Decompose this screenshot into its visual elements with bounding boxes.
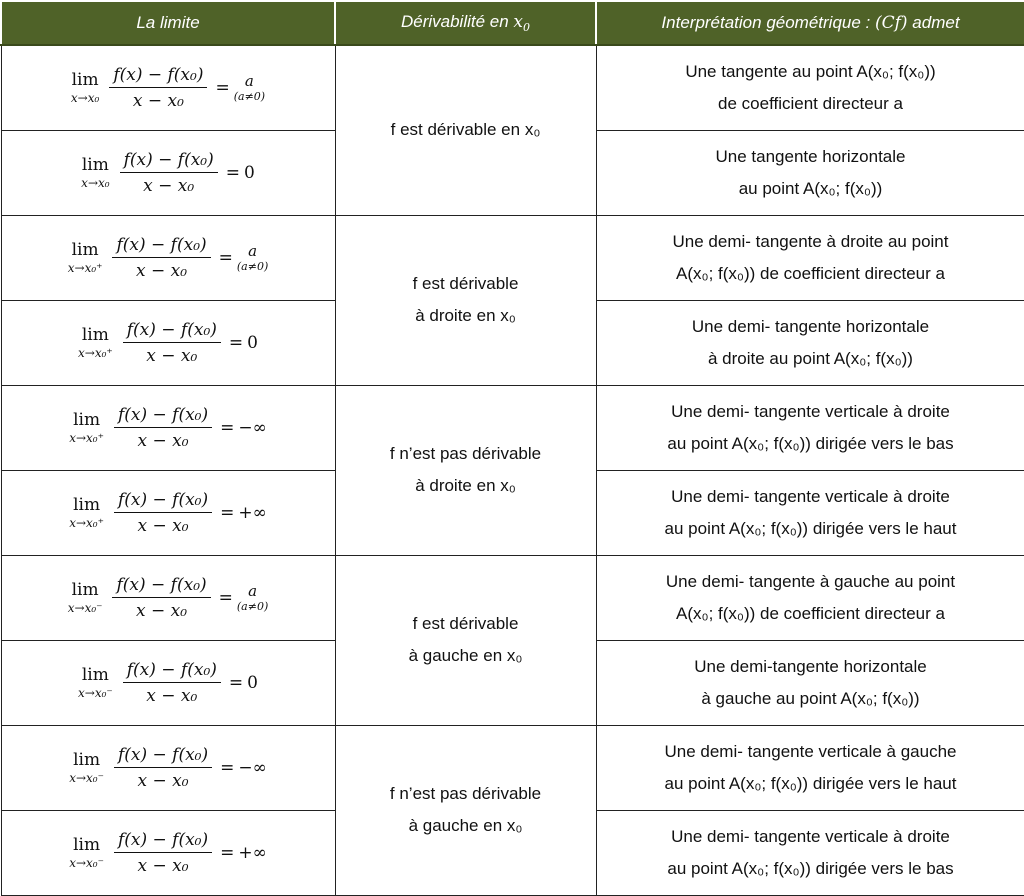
interpretation-line-2: au point A(x₀; f(x₀)) dirigée vers le bas bbox=[597, 853, 1024, 885]
limit-operator: lim x→x₀⁺ bbox=[78, 325, 113, 360]
limit-expression: lim x→x₀⁻ $\frac{\text{f(x) − f(x₀)}}{\text{x − x₀}}$ = −∞ bbox=[69, 745, 267, 791]
interpretation-line-1: Une demi- tangente verticale à droite bbox=[597, 396, 1024, 428]
interpretation-line-2: au point A(x₀; f(x₀)) bbox=[597, 173, 1024, 205]
interpretation-line-1: Une demi- tangente verticale à droite bbox=[597, 821, 1024, 853]
limit-value: a (a≠0) bbox=[234, 72, 265, 103]
interpretation-cell bbox=[596, 215, 1024, 300]
limit-subscript: x→x₀⁻ bbox=[69, 771, 104, 785]
limit-value: −∞ bbox=[238, 758, 266, 778]
difference-quotient bbox=[112, 235, 210, 281]
quotient-numerator: f(x) − f(x₀) bbox=[114, 745, 212, 768]
derivability-cell bbox=[335, 45, 596, 215]
derivability-line-1: f est dérivable bbox=[336, 608, 596, 640]
derivability-line-2: à droite en x₀ bbox=[336, 300, 596, 332]
interpretation-line-2: A(x₀; f(x₀)) de coefficient directeur a bbox=[597, 258, 1024, 290]
quotient-numerator: f(x) − f(x₀) bbox=[109, 65, 207, 88]
difference-quotient bbox=[112, 575, 210, 621]
interpretation-line-1: Une tangente au point A(x₀; f(x₀)) bbox=[597, 56, 1024, 88]
interpretation-cell bbox=[596, 300, 1024, 385]
table-row bbox=[1, 725, 1024, 810]
quotient-denominator: x − x₀ bbox=[138, 513, 189, 536]
limit-subscript: x→x₀⁻ bbox=[78, 686, 113, 700]
limit-cell bbox=[1, 555, 335, 640]
limit-cell bbox=[1, 640, 335, 725]
interpretation-line-1: Une demi- tangente horizontale bbox=[597, 311, 1024, 343]
derivability-line-1: f est dérivable en x₀ bbox=[336, 114, 596, 146]
limit-subscript: x→x₀⁺ bbox=[68, 261, 103, 275]
quotient-denominator: x − x₀ bbox=[138, 768, 189, 791]
limit-expression: lim x→x₀⁻ $\frac{\text{f(x) − f(x₀)}}{\text{x − x₀}}$ = a (a≠0) bbox=[68, 575, 269, 621]
interpretation-cell bbox=[596, 385, 1024, 470]
derivability-line-2: à gauche en x₀ bbox=[336, 810, 596, 842]
difference-quotient bbox=[123, 660, 221, 706]
derivability-line-1: f n’est pas dérivable bbox=[336, 438, 596, 470]
interpretation-line-1: Une tangente horizontale bbox=[597, 141, 1024, 173]
interpretation-cell bbox=[596, 470, 1024, 555]
interpretation-line-2: à droite au point A(x₀; f(x₀)) bbox=[597, 343, 1024, 375]
limit-value: 0 bbox=[247, 673, 258, 693]
quotient-denominator: x − x₀ bbox=[143, 173, 194, 196]
interpretation-line-1: Une demi-tangente horizontale bbox=[597, 651, 1024, 683]
quotient-denominator: x − x₀ bbox=[133, 88, 184, 111]
interpretation-line-2: A(x₀; f(x₀)) de coefficient directeur a bbox=[597, 598, 1024, 630]
quotient-numerator: f(x) − f(x₀) bbox=[123, 660, 221, 683]
quotient-numerator: f(x) − f(x₀) bbox=[112, 575, 210, 598]
limit-subscript: x→x₀⁻ bbox=[68, 601, 103, 615]
quotient-numerator: f(x) − f(x₀) bbox=[112, 235, 210, 258]
derivability-cell bbox=[335, 215, 596, 385]
interpretation-cell bbox=[596, 130, 1024, 215]
difference-quotient bbox=[114, 405, 212, 451]
quotient-numerator: f(x) − f(x₀) bbox=[120, 150, 218, 173]
interpretation-cell bbox=[596, 45, 1024, 130]
difference-quotient bbox=[114, 490, 212, 536]
quotient-denominator: x − x₀ bbox=[146, 683, 197, 706]
difference-quotient bbox=[114, 830, 212, 876]
limit-expression: lim x→x₀⁺ $\frac{\text{f(x) − f(x₀)}}{\text{x − x₀}}$ = −∞ bbox=[69, 405, 267, 451]
derivability-cell bbox=[335, 725, 596, 895]
quotient-numerator: f(x) − f(x₀) bbox=[114, 405, 212, 428]
difference-quotient bbox=[114, 745, 212, 791]
header-interpretation: Interprétation géométrique : (Cf) admet bbox=[596, 1, 1024, 45]
derivability-cell bbox=[335, 385, 596, 555]
limit-operator: lim x→x₀⁺ bbox=[69, 410, 104, 445]
limit-cell bbox=[1, 300, 335, 385]
interpretation-line-2: à gauche au point A(x₀; f(x₀)) bbox=[597, 683, 1024, 715]
table-row bbox=[1, 555, 1024, 640]
limit-expression: lim x→x₀⁺ $\frac{\text{f(x) − f(x₀)}}{\text{x − x₀}}$ = +∞ bbox=[69, 490, 267, 536]
interpretation-line-2: de coefficient directeur a bbox=[597, 88, 1024, 120]
limit-subscript: x→x₀ bbox=[71, 91, 99, 105]
limit-subscript: x→x₀⁻ bbox=[69, 856, 104, 870]
limit-operator: lim x→x₀⁻ bbox=[78, 665, 113, 700]
limit-operator: lim x→x₀⁺ bbox=[68, 240, 103, 275]
table-row bbox=[1, 215, 1024, 300]
quotient-numerator: f(x) − f(x₀) bbox=[114, 830, 212, 853]
limit-subscript: x→x₀⁺ bbox=[78, 346, 113, 360]
limit-operator: lim x→x₀⁻ bbox=[69, 835, 104, 870]
derivability-line-2: à droite en x₀ bbox=[336, 470, 596, 502]
derivability-line-2: à gauche en x₀ bbox=[336, 640, 596, 672]
derivability-line-1: f est dérivable bbox=[336, 268, 596, 300]
difference-quotient bbox=[120, 150, 218, 196]
interpretation-line-1: Une demi- tangente à droite au point bbox=[597, 226, 1024, 258]
interpretation-line-2: au point A(x₀; f(x₀)) dirigée vers le haut bbox=[597, 513, 1024, 545]
header-limit: La limite bbox=[1, 1, 335, 45]
header-row bbox=[1, 1, 1024, 45]
limit-expression: lim x→x₀ $\frac{\text{f(x) − f(x₀)}}{\text{x − x₀}}$ = 0 bbox=[81, 150, 255, 196]
limit-cell bbox=[1, 130, 335, 215]
limit-value: −∞ bbox=[238, 418, 266, 438]
limit-operator: lim x→x₀ bbox=[71, 70, 99, 105]
quotient-denominator: x − x₀ bbox=[138, 428, 189, 451]
limit-operator: lim x→x₀⁻ bbox=[69, 750, 104, 785]
header-derivability: Dérivabilité en $x_0$ bbox=[335, 1, 596, 45]
limit-value: +∞ bbox=[238, 843, 266, 863]
quotient-numerator: f(x) − f(x₀) bbox=[114, 490, 212, 513]
limit-value: a (a≠0) bbox=[237, 242, 268, 273]
limit-expression: lim x→x₀⁺ $\frac{\text{f(x) − f(x₀)}}{\text{x − x₀}}$ = a (a≠0) bbox=[68, 235, 269, 281]
table-row bbox=[1, 385, 1024, 470]
limit-value: 0 bbox=[244, 163, 255, 183]
quotient-denominator: x − x₀ bbox=[138, 853, 189, 876]
difference-quotient bbox=[109, 65, 207, 111]
limit-value: a (a≠0) bbox=[237, 582, 268, 613]
limit-cell bbox=[1, 810, 335, 895]
limit-cell bbox=[1, 725, 335, 810]
interpretation-line-1: Une demi- tangente verticale à gauche bbox=[597, 736, 1024, 768]
limit-cell bbox=[1, 215, 335, 300]
interpretation-cell bbox=[596, 640, 1024, 725]
interpretation-line-2: au point A(x₀; f(x₀)) dirigée vers le haut bbox=[597, 768, 1024, 800]
limit-cell bbox=[1, 470, 335, 555]
quotient-numerator: f(x) − f(x₀) bbox=[123, 320, 221, 343]
limit-subscript: x→x₀ bbox=[81, 176, 109, 190]
limit-operator: lim x→x₀⁻ bbox=[68, 580, 103, 615]
limit-operator: lim x→x₀ bbox=[81, 155, 109, 190]
derivability-line-1: f n’est pas dérivable bbox=[336, 778, 596, 810]
interpretation-line-1: Une demi- tangente verticale à droite bbox=[597, 481, 1024, 513]
quotient-denominator: x − x₀ bbox=[136, 258, 187, 281]
limit-cell bbox=[1, 385, 335, 470]
limit-subscript: x→x₀⁺ bbox=[69, 516, 104, 530]
limit-subscript: x→x₀⁺ bbox=[69, 431, 104, 445]
table-body bbox=[1, 45, 1024, 895]
limit-expression: lim x→x₀⁻ $\frac{\text{f(x) − f(x₀)}}{\text{x − x₀}}$ = +∞ bbox=[69, 830, 267, 876]
interpretation-line-2: au point A(x₀; f(x₀)) dirigée vers le bas bbox=[597, 428, 1024, 460]
quotient-denominator: x − x₀ bbox=[136, 598, 187, 621]
interpretation-cell bbox=[596, 810, 1024, 895]
interpretation-cell bbox=[596, 555, 1024, 640]
limit-value: +∞ bbox=[238, 503, 266, 523]
limit-expression: lim x→x₀⁺ $\frac{\text{f(x) − f(x₀)}}{\text{x − x₀}}$ = 0 bbox=[78, 320, 258, 366]
derivability-cell bbox=[335, 555, 596, 725]
limit-expression: lim x→x₀ $\frac{\text{f(x) − f(x₀)}}{\text{x − x₀}}$ = a (a≠0) bbox=[71, 65, 265, 111]
limit-value: 0 bbox=[247, 333, 258, 353]
table-row bbox=[1, 45, 1024, 130]
difference-quotient bbox=[123, 320, 221, 366]
limit-cell bbox=[1, 45, 335, 130]
quotient-denominator: x − x₀ bbox=[146, 343, 197, 366]
limit-operator: lim x→x₀⁺ bbox=[69, 495, 104, 530]
interpretation-cell bbox=[596, 725, 1024, 810]
limit-expression: lim x→x₀⁻ $\frac{\text{f(x) − f(x₀)}}{\text{x − x₀}}$ = 0 bbox=[78, 660, 258, 706]
interpretation-line-1: Une demi- tangente à gauche au point bbox=[597, 566, 1024, 598]
